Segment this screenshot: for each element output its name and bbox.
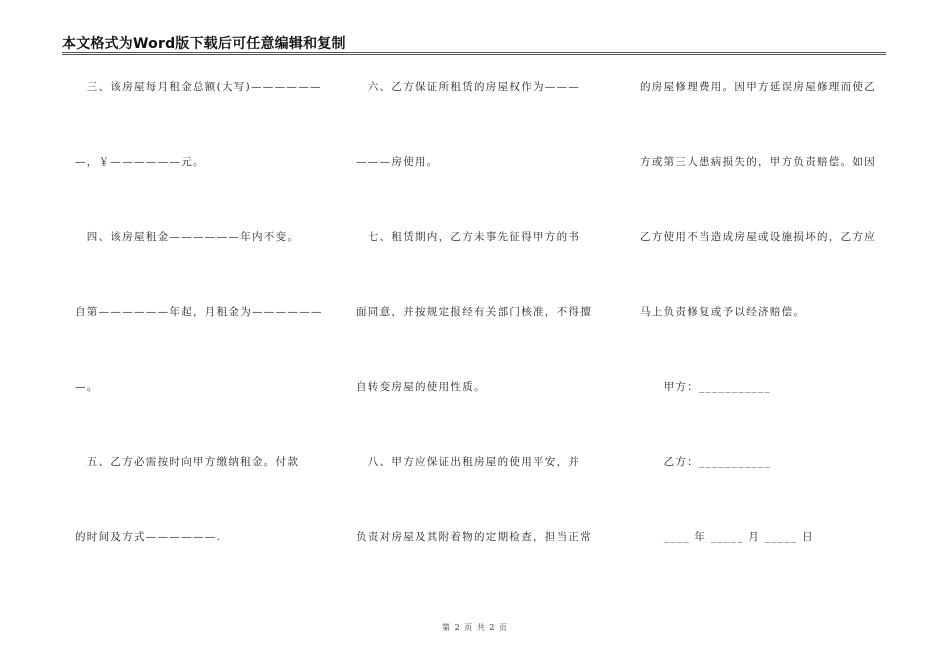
clause-5-line-1: 五、乙方必需按时向甲方缴纳租金。付款 [75, 456, 300, 468]
date-line: ____ 年 _____ 月 _____ 日 [640, 531, 814, 543]
clause-4-line-3: —。 [75, 381, 99, 393]
clause-8-line-4: 方或第三人患病损失的，甲方负责赔偿。如因 [640, 156, 876, 168]
party-a-signature-line: 甲方：___________ [640, 381, 772, 393]
clause-6-line-2: ———房使用。 [356, 156, 439, 168]
header-divider [62, 52, 886, 53]
party-b-signature-line: 乙方：___________ [640, 456, 772, 468]
clause-4-line-2: 自第——————年起，月租金为—————— [75, 306, 323, 318]
clause-7-line-3: 自转变房屋的使用性质。 [356, 381, 486, 393]
clause-7-line-1: 七、租赁期内，乙方未事先征得甲方的书 [356, 231, 581, 243]
clause-3-line-1: 三、该房屋每月租金总额(大写)—————— [75, 81, 322, 93]
clause-8-line-5: 乙方使用不当造成房屋或设施损坏的，乙方应 [640, 231, 876, 243]
clause-8-line-3: 的房屋修理费用。因甲方延误房屋修理而使乙 [640, 81, 876, 93]
clause-8-line-1: 八、甲方应保证出租房屋的使用平安，并 [356, 456, 581, 468]
clause-8-line-6: 马上负责修复或予以经济赔偿。 [640, 306, 806, 318]
clause-4-line-1: 四、该房屋租金——————年内不变。 [75, 231, 300, 243]
clause-6-line-1: 六、乙方保证所租赁的房屋权作为——— [356, 81, 581, 93]
clause-3-line-2: —，￥——————元。 [75, 156, 205, 168]
clause-5-line-2: 的时间及方式——————. [75, 531, 222, 543]
header-divider-secondary [62, 54, 886, 55]
clause-7-line-2: 面同意，并按规定报经有关部门核准，不得擅 [356, 306, 592, 318]
page-number: 第 2 页 共 2 页 [442, 623, 508, 632]
document-header-title: 本文格式为Word版下载后可任意编辑和复制 [62, 36, 346, 52]
clause-8-line-2: 负责对房屋及其附着物的定期检查，担当正常 [356, 531, 592, 543]
